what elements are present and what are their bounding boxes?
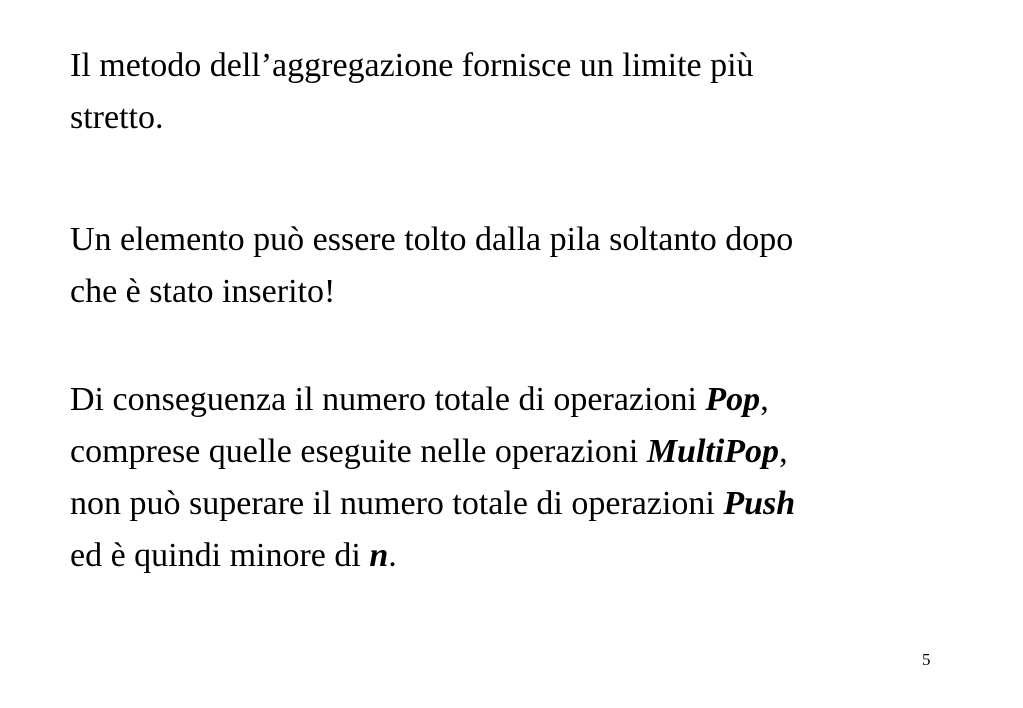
text-line: che è stato inserito! [70,273,336,310]
text-line: Il metodo dell’aggregazione fornisce un limite più [70,47,754,84]
paragraph-consequence [70,374,980,582]
text-line [70,530,980,582]
emphasis-push: Push [723,485,796,522]
emphasis-n: n [369,537,389,574]
page-number: 5 [922,650,931,669]
paragraph-aggregation-method [70,40,980,144]
text-line [70,374,980,426]
text-line [70,478,980,530]
line-text: comprese quelle eseguite nelle operazioni [70,433,647,470]
line-punctuation: , [779,433,788,470]
text-line [70,426,980,478]
paragraph-stack-element [70,214,980,318]
emphasis-multipop: MultiPop [646,433,780,470]
line-punctuation: , [760,381,769,418]
text-line: stretto. [70,99,164,136]
line-text: ed è quindi minore di [70,537,370,574]
line-text: non può superare il numero totale di operazioni [70,485,724,522]
emphasis-pop: Pop [705,381,761,418]
line-text: Di conseguenza il numero totale di operazioni [70,381,706,418]
text-line: Un elemento può essere tolto dalla pila soltanto dopo [70,221,794,258]
line-punctuation: . [388,537,397,574]
